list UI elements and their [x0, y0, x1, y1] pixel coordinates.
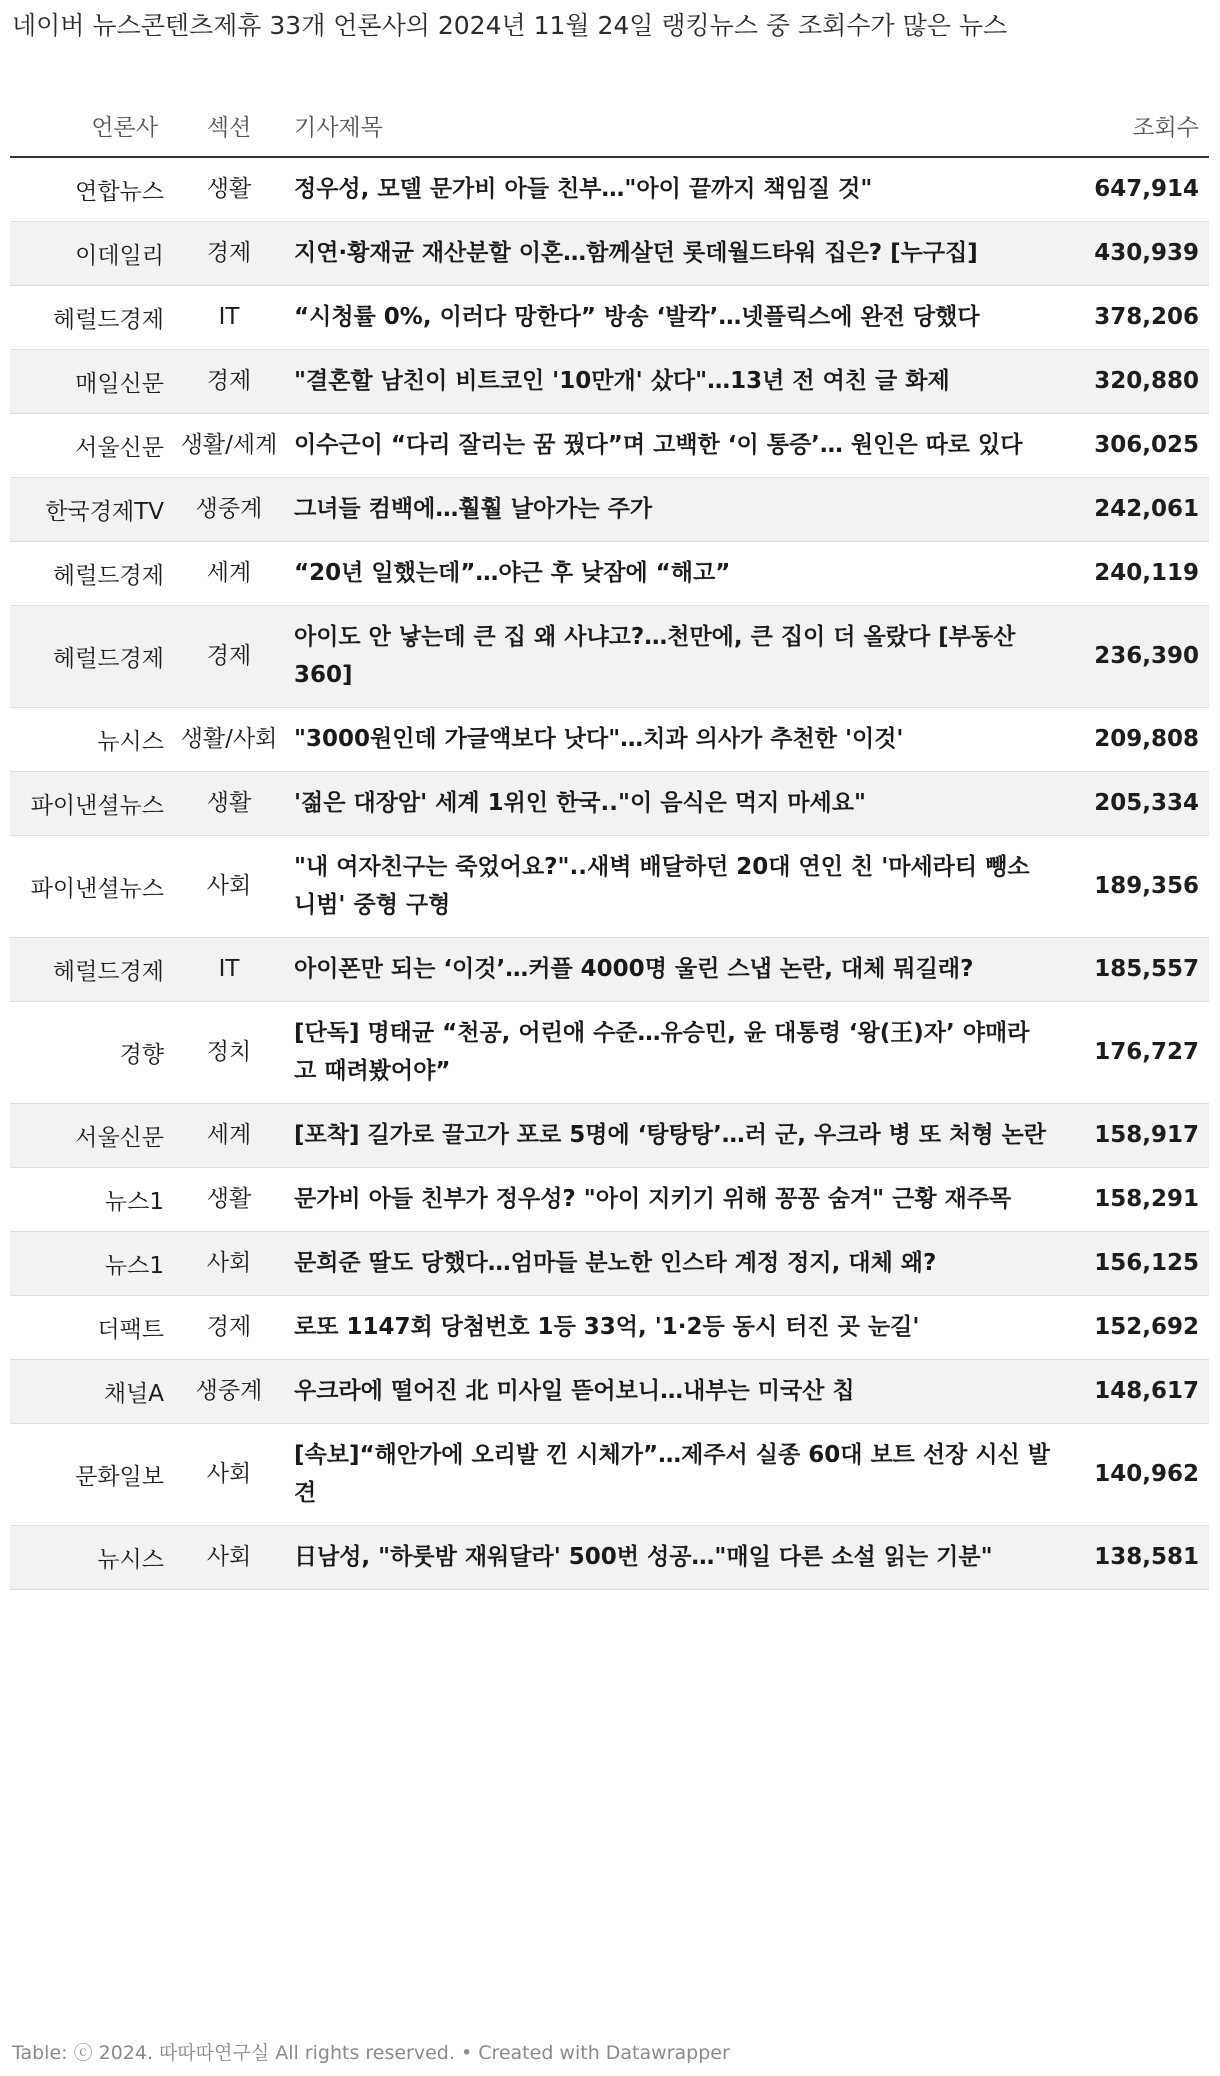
publisher-cell: 뉴스1 [10, 1167, 172, 1231]
section-cell: 경제 [172, 349, 286, 413]
column-header-publisher[interactable]: 언론사 [10, 94, 172, 157]
table-row [10, 1001, 1209, 1103]
table-row [10, 541, 1209, 605]
section-cell: 정치 [172, 1001, 286, 1103]
views-cell: 378,206 [1060, 285, 1209, 349]
table-row [10, 707, 1209, 771]
views-cell: 236,390 [1060, 605, 1209, 707]
views-cell: 138,581 [1060, 1525, 1209, 1589]
publisher-cell: 경향 [10, 1001, 172, 1103]
table-header-row [10, 94, 1209, 157]
publisher-cell: 헤럴드경제 [10, 937, 172, 1001]
headline-cell: 지연·황재균 재산분할 이혼…함께살던 롯데월드타워 집은? [누구집] [286, 221, 1060, 285]
section-cell: 사회 [172, 1423, 286, 1525]
section-cell: 사회 [172, 1525, 286, 1589]
table-row [10, 1423, 1209, 1525]
section-cell: 세계 [172, 541, 286, 605]
footer-credit: Table: ⓒ 2024. 따따따연구실 All rights reserved. • Created with Datawrapper [12, 2042, 730, 2064]
publisher-cell: 파이낸셜뉴스 [10, 835, 172, 937]
section-cell: 생활/사회 [172, 707, 286, 771]
publisher-cell: 헤럴드경제 [10, 285, 172, 349]
views-cell: 158,291 [1060, 1167, 1209, 1231]
table-row [10, 1295, 1209, 1359]
views-cell: 430,939 [1060, 221, 1209, 285]
headline-cell: “시청률 0%, 이러다 망한다” 방송 ‘발칵’…넷플릭스에 완전 당했다 [286, 285, 1060, 349]
table-row [10, 221, 1209, 285]
views-cell: 209,808 [1060, 707, 1209, 771]
headline-cell: 日남성, "하룻밤 재워달라' 500번 성공…"매일 다른 소설 읽는 기분" [286, 1525, 1060, 1589]
headline-cell: 이수근이 “다리 잘리는 꿈 꿨다”며 고백한 ‘이 통증’… 원인은 따로 있다 [286, 413, 1060, 477]
publisher-cell: 파이낸셜뉴스 [10, 771, 172, 835]
views-cell: 152,692 [1060, 1295, 1209, 1359]
views-cell: 148,617 [1060, 1359, 1209, 1423]
section-cell: 경제 [172, 221, 286, 285]
table-row [10, 771, 1209, 835]
chart-title: 네이버 뉴스콘텐츠제휴 33개 언론사의 2024년 11월 24일 랭킹뉴스 중 조회수가 많은 뉴스 [12, 11, 1008, 40]
headline-cell: 로또 1147회 당첨번호 1등 33억, '1·2등 동시 터진 곳 눈길' [286, 1295, 1060, 1359]
headline-cell: 아이도 안 낳는데 큰 집 왜 사냐고?…천만에, 큰 집이 더 올랐다 [부동산360] [286, 605, 1060, 707]
headline-cell: "내 여자친구는 죽었어요?"..새벽 배달하던 20대 연인 친 '마세라티 뺑소니범' 중형 구형 [286, 835, 1060, 937]
publisher-cell: 문화일보 [10, 1423, 172, 1525]
section-cell: IT [172, 937, 286, 1001]
table-row [10, 413, 1209, 477]
ranking-news-table [10, 94, 1209, 1590]
table-row [10, 1103, 1209, 1167]
views-cell: 320,880 [1060, 349, 1209, 413]
publisher-cell: 뉴시스 [10, 1525, 172, 1589]
table-row [10, 157, 1209, 221]
headline-cell: “20년 일했는데”…야근 후 낮잠에 “해고” [286, 541, 1060, 605]
views-cell: 185,557 [1060, 937, 1209, 1001]
table-body [10, 157, 1209, 1589]
views-cell: 176,727 [1060, 1001, 1209, 1103]
section-cell: 생중계 [172, 477, 286, 541]
publisher-cell: 연합뉴스 [10, 157, 172, 221]
table-row [10, 1167, 1209, 1231]
table-row [10, 1231, 1209, 1295]
table-row [10, 349, 1209, 413]
views-cell: 242,061 [1060, 477, 1209, 541]
headline-cell: "결혼할 남친이 비트코인 '10만개' 샀다"…13년 전 여친 글 화제 [286, 349, 1060, 413]
publisher-cell: 뉴스1 [10, 1231, 172, 1295]
headline-cell: 문가비 아들 친부가 정우성? "아이 지키기 위해 꽁꽁 숨겨" 근황 재주목 [286, 1167, 1060, 1231]
views-cell: 306,025 [1060, 413, 1209, 477]
section-cell: 경제 [172, 1295, 286, 1359]
section-cell: 경제 [172, 605, 286, 707]
views-cell: 156,125 [1060, 1231, 1209, 1295]
column-header-views[interactable]: 조회수 [1060, 94, 1209, 157]
publisher-cell: 채널A [10, 1359, 172, 1423]
column-header-headline[interactable]: 기사제목 [286, 94, 1060, 157]
section-cell: 생활 [172, 157, 286, 221]
section-cell: 생활/세계 [172, 413, 286, 477]
publisher-cell: 헤럴드경제 [10, 541, 172, 605]
publisher-cell: 서울신문 [10, 1103, 172, 1167]
table-row [10, 285, 1209, 349]
headline-cell: 우크라에 떨어진 北 미사일 뜯어보니…내부는 미국산 칩 [286, 1359, 1060, 1423]
table-row [10, 605, 1209, 707]
section-cell: 사회 [172, 835, 286, 937]
section-cell: 생활 [172, 771, 286, 835]
section-cell: 세계 [172, 1103, 286, 1167]
publisher-cell: 이데일리 [10, 221, 172, 285]
table-row [10, 1359, 1209, 1423]
headline-cell: 그녀들 컴백에…훨훨 날아가는 주가 [286, 477, 1060, 541]
table-row [10, 937, 1209, 1001]
section-cell: 사회 [172, 1231, 286, 1295]
views-cell: 140,962 [1060, 1423, 1209, 1525]
table-row [10, 835, 1209, 937]
headline-cell: '젊은 대장암' 세계 1위인 한국.."이 음식은 먹지 마세요" [286, 771, 1060, 835]
headline-cell: 아이폰만 되는 ‘이것’…커플 4000명 울린 스냅 논란, 대체 뭐길래? [286, 937, 1060, 1001]
publisher-cell: 뉴시스 [10, 707, 172, 771]
headline-cell: [포착] 길가로 끌고가 포로 5명에 ‘탕탕탕’…러 군, 우크라 병 또 처형 논란 [286, 1103, 1060, 1167]
headline-cell: "3000원인데 가글액보다 낫다"…치과 의사가 추천한 '이것' [286, 707, 1060, 771]
section-cell: 생중계 [172, 1359, 286, 1423]
headline-cell: 정우성, 모델 문가비 아들 친부…"아이 끝까지 책임질 것" [286, 157, 1060, 221]
views-cell: 205,334 [1060, 771, 1209, 835]
publisher-cell: 서울신문 [10, 413, 172, 477]
headline-cell: [속보]“해안가에 오리발 낀 시체가”…제주서 실종 60대 보트 선장 시신 발견 [286, 1423, 1060, 1525]
views-cell: 189,356 [1060, 835, 1209, 937]
section-cell: 생활 [172, 1167, 286, 1231]
table-row [10, 1525, 1209, 1589]
headline-cell: [단독] 명태균 “천공, 어린애 수준…유승민, 윤 대통령 ‘왕(王)자’ 야매라고 때려봤어야” [286, 1001, 1060, 1103]
publisher-cell: 매일신문 [10, 349, 172, 413]
publisher-cell: 더팩트 [10, 1295, 172, 1359]
table-row [10, 477, 1209, 541]
publisher-cell: 헤럴드경제 [10, 605, 172, 707]
section-cell: IT [172, 285, 286, 349]
headline-cell: 문희준 딸도 당했다…엄마들 분노한 인스타 계정 정지, 대체 왜? [286, 1231, 1060, 1295]
views-cell: 647,914 [1060, 157, 1209, 221]
column-header-section[interactable]: 섹션 [172, 94, 286, 157]
views-cell: 158,917 [1060, 1103, 1209, 1167]
views-cell: 240,119 [1060, 541, 1209, 605]
publisher-cell: 한국경제TV [10, 477, 172, 541]
